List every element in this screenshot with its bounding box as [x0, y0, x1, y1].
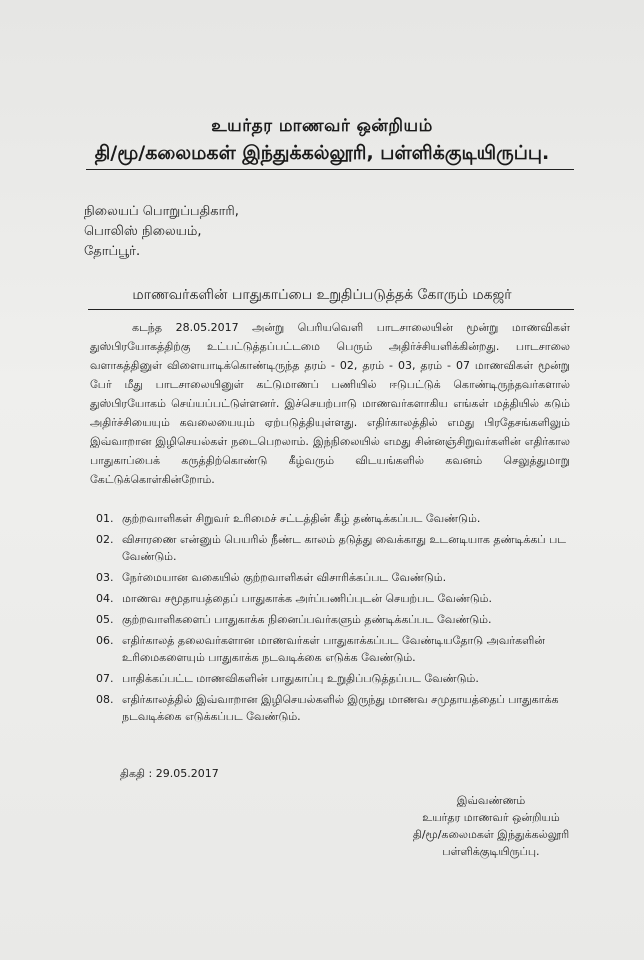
item-number: 07. [96, 672, 114, 685]
item-number: 06. [96, 634, 114, 647]
signature-line: உயர்தர மாணவர் ஒன்றியம் [422, 811, 560, 824]
recipient-line: பொலிஸ் நிலையம், [84, 224, 202, 239]
list-item [96, 611, 570, 628]
item-number: 02. [96, 533, 114, 546]
item-number: 05. [96, 613, 114, 626]
list-item [96, 510, 570, 527]
body-paragraph: கடந்த 28.05.2017 அன்று பெரியவெளி பாடசாலையின் மூன்று மாணவிகள் துஸ்பிரயோகத்திற்கு உட்பட்டுத்தப்பட்டமை பெரும் அதிர்ச்சியளிக்கின்றது. பாடசாலை வளாகத்தினுள் விளையாடிக்கொண்டிருந்த தரம் - 02, தரம் - 03, தரம் - 07 மாணவிகள் மூன்று பேர் மீது பாடசாலையினுள் கட்டுமாணப் பணியில் ஈடுபட்டுக் கொண்டிருந்தவர்களால் துஸ்பிரயோகம் செய்யப்பட்டுள்ளனர். இச்செயற்பாடு மாணவர்களாகிய எங்கள் மத்தியில் கடும் அதிர்ச்சியையும் கவலையையும் ஏற்படுத்தியுள்ளது. எதிர்காலத்தில் எமது பிரதேசங்களிலும் இவ்வாறான இழிசெயல்கள் நடைபெறலாம். இந்நிலையில் எமது சின்னஞ்சிறுவர்களின் எதிர்கால பாதுகாப்பைக் கருத்திற்கொண்டு கீழ்வரும் விடயங்களில் கவனம் செலுத்துமாறு கேட்டுக்கொள்கின்றோம். [90, 321, 570, 486]
header-subtitle: தி/மூ/கலைமகள் இந்துக்கல்லூரி, பள்ளிக்குடியிருப்பு. [94, 142, 550, 164]
header-divider [86, 169, 574, 170]
header-title: உயர்தர மாணவர் ஒன்றியம் [211, 116, 433, 136]
list-item [96, 670, 570, 687]
item-text: விசாரணை என்னும் பெயரில் நீண்ட காலம் தடுத்து வைக்காது உடனடியாக தண்டிக்கப் பட வேண்டும். [122, 533, 567, 563]
signature-line: பள்ளிக்குடியிருப்பு. [442, 845, 540, 858]
item-text: பாதிக்கப்பட்ட மாணவிகளின் பாதுகாப்பு உறுதிப்படுத்தப்பட வேண்டும். [122, 672, 479, 685]
signature-block [376, 792, 606, 860]
item-text: குற்றவாளிகள் சிறுவர் உரிமைச் சட்டத்தின் கீழ் தண்டிக்கப்பட வேண்டும். [122, 512, 481, 525]
item-text: குற்றவாளிகளைப் பாதுகாக்க நினைப்பவர்களும் தண்டிக்கப்பட வேண்டும். [122, 613, 492, 626]
item-text: நேர்மையான வகையில் குற்றவாளிகள் விசாரிக்கப்பட வேண்டும். [122, 571, 447, 584]
list-item [96, 590, 570, 607]
demands-list [96, 510, 570, 729]
signature-line: இவ்வண்ணம் [456, 794, 526, 807]
item-number: 08. [96, 693, 114, 706]
item-text: எதிர்காலத் தலைவர்களான மாணவர்கள் பாதுகாக்கப்பட வேண்டியதோடு அவர்களின் உரிமைகளையும் பாதுகாக்க நடவடிக்கை எடுக்க வேண்டும். [122, 634, 545, 664]
recipient-line: தோப்பூர். [84, 244, 141, 259]
list-item [96, 691, 570, 725]
item-text: எதிர்காலத்தில் இவ்வாறான இழிசெயல்களில் இருந்து மாணவ சமுதாயத்தைப் பாதுகாக்க நடவடிக்கை எடுக்கப்பட வேண்டும். [122, 693, 559, 723]
item-number: 04. [96, 592, 114, 605]
list-item [96, 531, 570, 565]
subject-line: மாணவர்களின் பாதுகாப்பை உறுதிப்படுத்தக் கோரும் மகஜர் [132, 287, 512, 303]
recipient-address [84, 202, 239, 262]
item-text: மாணவ சமூதாயத்தைப் பாதுகாக்க அர்ப்பணிப்புடன் செயற்பட வேண்டும். [122, 592, 492, 605]
signature-line: தி/மூ/கலைமகள் இந்துக்கல்லூரி [412, 828, 570, 841]
item-number: 01. [96, 512, 114, 525]
list-item [96, 632, 570, 666]
subject-divider [88, 309, 574, 310]
item-number: 03. [96, 571, 114, 584]
recipient-line: நிலையப் பொறுப்பதிகாரி, [84, 204, 239, 219]
list-item [96, 569, 570, 586]
letter-date: திகதி : 29.05.2017 [120, 767, 219, 780]
